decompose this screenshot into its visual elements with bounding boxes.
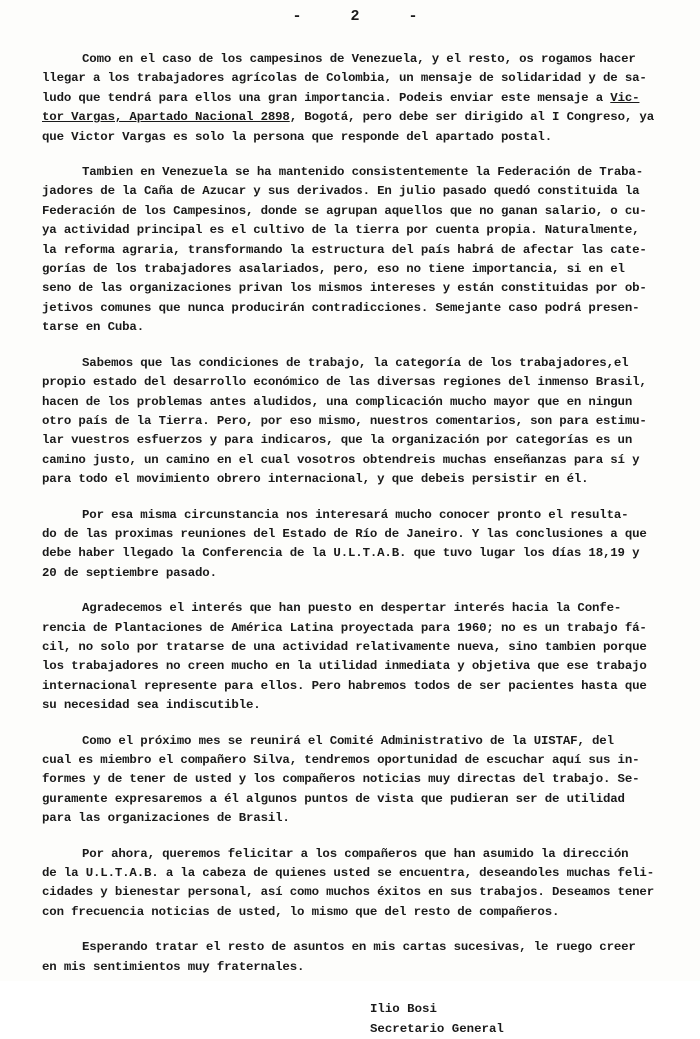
text-line: seno de las organizaciones privan los mismos intereses y están constituidas por ob- bbox=[42, 281, 647, 296]
text-line: hacen de los problemas antes aludidos, una complicación mucho mayor que en ningun bbox=[42, 394, 633, 409]
text-line: jetivos comunes que nunca producirán contradicciones. Semejante caso podrá presen- bbox=[42, 300, 640, 315]
paragraph bbox=[42, 506, 670, 584]
paragraph bbox=[42, 732, 670, 829]
text-line: lar vuestros esfuerzos y para indicaros, que la organización por categorías es un bbox=[42, 433, 633, 448]
signer-title: Secretario General bbox=[370, 1022, 504, 1037]
text-line: gorías de los trabajadores asalariados, pero, eso no tiene importancia, si en el bbox=[42, 262, 625, 277]
paragraph bbox=[42, 938, 670, 977]
text-line: con frecuencia noticias de usted, lo mismo que del resto de compañeros. bbox=[42, 904, 560, 919]
paragraph bbox=[42, 599, 670, 715]
text-line: cual es miembro el compañero Silva, tendremos oportunidad de escuchar aquí sus in- bbox=[42, 753, 640, 767]
text-line: para todo el movimiento obrero internacional, y que debeis persistir en él. bbox=[42, 472, 589, 487]
text-line: formes y de tener de usted y los compañeros noticias muy directas del trabajo. Se- bbox=[42, 772, 640, 787]
text-line: rencia de Plantaciones de América Latina proyectada para 1960; no es un trabajo fá- bbox=[42, 620, 647, 635]
text-line: guramente expresaremos a él algunos puntos de vista que pudieran ser de utilidad bbox=[42, 791, 625, 806]
text-line: otro país de la Tierra. Pero, por eso mismo, nuestros comentarios, son para estimu- bbox=[42, 413, 647, 428]
paragraph bbox=[42, 163, 670, 338]
paragraph bbox=[42, 50, 670, 147]
text-line: la reforma agraria, transformando la estructura del país habrá de afectar las cate- bbox=[42, 242, 647, 257]
text-line: cil, no solo por tratarse de una actividad relativamente nueva, sino tambien porque bbox=[42, 639, 647, 654]
text-line: llegar a los trabajadores agrícolas de Colombia, un mensaje de solidaridad y de sa- bbox=[42, 71, 647, 86]
paragraph bbox=[42, 845, 670, 923]
page-header bbox=[42, 8, 670, 28]
text-line: debe haber llegado la Conferencia de la U.L.T.A.B. que tuvo lugar los días 18,19 y bbox=[42, 546, 640, 561]
text-line: Agradecemos el interés que han puesto en despertar interés hacia la Confe- bbox=[82, 601, 622, 616]
text-line: propio estado del desarrollo económico de las diversas regiones del inmenso Brasil, bbox=[42, 375, 647, 390]
text-line: jadores de la Caña de Azucar y sus derivados. En julio pasado quedó constituida la bbox=[42, 184, 640, 199]
dash-right: - bbox=[408, 8, 420, 25]
text-line: Como el próximo mes se reunirá el Comité Administrativo de la UISTAF, del bbox=[82, 733, 614, 748]
page-number: 2 bbox=[350, 8, 362, 25]
text-line: ya actividad principal es el cultivo de la tierra por cuenta propia. Naturalmente, bbox=[42, 223, 640, 238]
signature-block bbox=[42, 999, 670, 1039]
text-line: los trabajadores no creen mucho en la utilidad inmediata y objetiva que ese trabajo bbox=[42, 659, 647, 674]
letter-body bbox=[42, 50, 670, 977]
text-line: internacional represente para ellos. Pero habremos todos de ser pacientes hasta que bbox=[42, 678, 647, 693]
text-line: camino justo, un camino en el cual vosotros obtendreis muchas enseñanzas para sí y bbox=[42, 452, 640, 467]
text-line: ludo que tendrá para ellos una gran importancia. Podeis enviar este mensaje a Vic- bbox=[42, 90, 640, 105]
text-line: do de las proximas reuniones del Estado de Río de Janeiro. Y las conclusiones a que bbox=[42, 526, 647, 541]
text-line: Sabemos que las condiciones de trabajo, la categoría de los trabajadores,el bbox=[82, 355, 629, 370]
text-line: cidades y bienestar personal, así como muchos éxitos en sus trabajos. Deseamos tener bbox=[42, 885, 654, 900]
text-line: tarse en Cuba. bbox=[42, 320, 144, 335]
signer-name: Ilio Bosi bbox=[370, 1002, 437, 1017]
text-line: Esperando tratar el resto de asuntos en mis cartas sucesivas, le ruego creer bbox=[82, 940, 636, 955]
paragraph bbox=[42, 354, 670, 490]
text-line: que Victor Vargas es solo la persona que responde del apartado postal. bbox=[42, 129, 552, 144]
text-line: Federación de los Campesinos, donde se agrupan aquellos que no ganan salario, o cu- bbox=[42, 203, 647, 218]
text-line: 20 de septiembre pasado. bbox=[42, 565, 217, 580]
text-line: su necesidad sea indiscutible. bbox=[42, 698, 261, 713]
text-line: para las organizaciones de Brasil. bbox=[42, 811, 290, 826]
text-line: en mis sentimientos muy fraternales. bbox=[42, 959, 305, 974]
text-line: de la U.L.T.A.B. a la cabeza de quienes usted se encuentra, deseandoles muchas feli- bbox=[42, 866, 654, 881]
text-line: Tambien en Venezuela se ha mantenido consistentemente la Federación de Traba- bbox=[82, 165, 643, 180]
dash-left: - bbox=[292, 8, 304, 25]
text-line: tor Vargas, Apartado Nacional 2898, Bogotá, pero debe ser dirigido al I Congreso, ya bbox=[42, 110, 654, 125]
text-line: Por esa misma circunstancia nos interesará mucho conocer pronto el resulta- bbox=[82, 507, 629, 522]
text-line: Como en el caso de los campesinos de Venezuela, y el resto, os rogamos hacer bbox=[82, 52, 636, 66]
text-line: Por ahora, queremos felicitar a los compañeros que han asumido la dirección bbox=[82, 846, 629, 861]
